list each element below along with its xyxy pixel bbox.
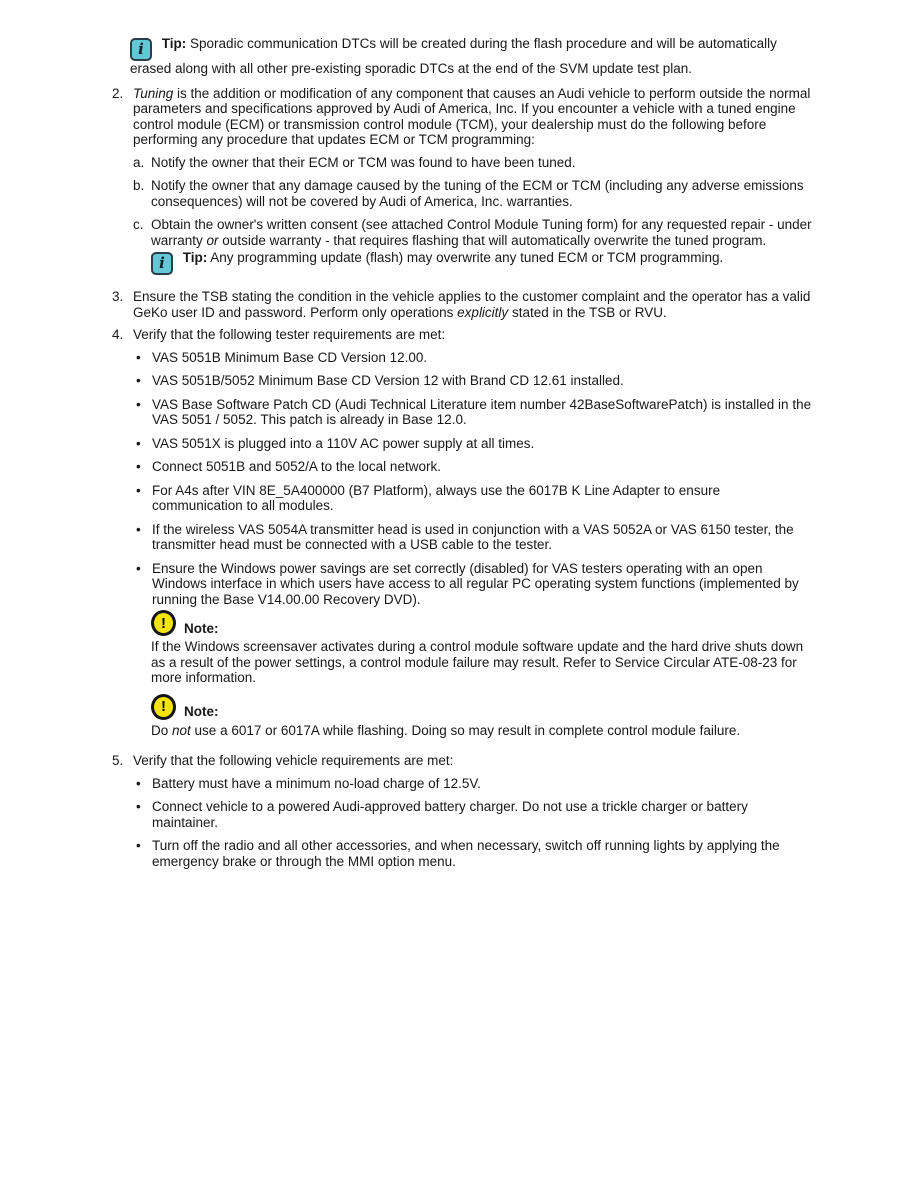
- sub-item-b: [133, 178, 814, 209]
- note-header: [151, 694, 814, 720]
- bullet-text: Turn off the radio and all other accessories, and when necessary, switch off running lights by applying the emergency brake or through the MMI option menu.: [152, 838, 780, 869]
- bullet-icon: •: [136, 775, 141, 791]
- bullet-icon: •: [136, 482, 141, 498]
- note2-pre: Do: [151, 722, 173, 738]
- info-glyph: i: [138, 40, 144, 58]
- sub-item-letter: b.: [133, 178, 145, 193]
- list-number: 2.: [112, 85, 124, 101]
- list-number: 5.: [112, 753, 124, 768]
- info-tip-icon: [130, 38, 152, 61]
- sub-item-c-italic: or: [206, 232, 219, 248]
- item2-paragraph: [133, 86, 814, 148]
- sub-item-letter: c.: [133, 217, 144, 232]
- bullet-icon: •: [136, 799, 141, 814]
- item2-text: is the addition or modification of any component that causes an Audi vehicle to perform outside the normal parameters and specifications approved by Audi of America, Inc. If you encounter a vehicle with a tuned engine control module (ECM) or transmission control module (TCM), your dealership must do the following before performing any procedure that updates ECM or TCM programming:: [133, 85, 811, 147]
- sub-item-a: [133, 155, 814, 171]
- bullet-text: Ensure the Windows power savings are set correctly (disabled) for VAS testers operating with an open Windows interface in which users have access to all regular PC operating system functions (implemented by running the Base V14.00.00 Recovery DVD).: [152, 560, 799, 607]
- sub-item-text: Notify the owner that any damage caused by the tuning of the ECM or TCM (including any adverse emissions consequences) will not be covered by Audi of America, Inc. warranties.: [151, 178, 804, 209]
- list-item-body: [133, 327, 814, 746]
- exclamation-glyph: !: [161, 614, 166, 632]
- note-text: [151, 723, 814, 739]
- sub-item-text: [151, 217, 814, 248]
- bullet-item: [136, 397, 814, 428]
- tip-text: Any programming update (flash) may overwrite any tuned ECM or TCM programming.: [210, 250, 724, 265]
- list-number: 3.: [112, 289, 124, 304]
- bullet-text: VAS 5051B/5052 Minimum Base CD Version 12 with Brand CD 12.61 installed.: [152, 373, 624, 388]
- tip-label: Tip:: [182, 250, 208, 265]
- sub-item-c-pre: Obtain the owner's written consent (see attached Control Module Tuning form) for any requested repair - under warranty: [151, 217, 812, 248]
- note-label: Note:: [184, 620, 219, 636]
- note-callout-1: [151, 610, 814, 686]
- note-label: Note:: [184, 704, 219, 719]
- item5-intro: Verify that the following vehicle requirements are met:: [133, 753, 454, 768]
- bullet-item: [136, 373, 814, 389]
- bullet-text: VAS Base Software Patch CD (Audi Technical Literature item number 42BaseSoftwarePatch) is installed in the VAS 5051 / 5052. This patch is already in Base 12.0.: [152, 396, 812, 427]
- list-item-body: [133, 753, 814, 877]
- bullet-icon: •: [136, 838, 141, 853]
- bullet-text: For A4s after VIN 8E_5A400000 (B7 Platform), always use the 6017B K Line Adapter to ensure communication to all modules.: [152, 482, 721, 513]
- tip-text: Sporadic communication DTCs will be created during the flash procedure and will be automatically erased along with all other pre-existing sporadic DTCs at the end of the SVM update test plan.: [130, 36, 777, 76]
- list-item-3: [112, 289, 814, 320]
- bullet-item: [136, 459, 814, 475]
- exclamation-glyph: !: [161, 698, 166, 715]
- info-glyph: i: [159, 254, 165, 272]
- bullet-icon: •: [136, 521, 141, 537]
- bullet-text: Connect 5051B and 5052/A to the local network.: [152, 459, 441, 474]
- list-item-5: [112, 753, 814, 877]
- note-text: If the Windows screensaver activates during a control module software update and the hard drive shuts down as a result of the power settings, a control module failure may result. Refer to Service Circular ATE-08-23 for more information.: [151, 639, 804, 685]
- bullet-icon: •: [136, 459, 141, 474]
- bullet-item: [136, 776, 814, 792]
- list-item-2: [112, 86, 814, 283]
- note-callout-2: [151, 694, 814, 739]
- list-item-body: [133, 86, 814, 283]
- list-number: 4.: [112, 327, 124, 342]
- info-tip-icon: [151, 252, 173, 275]
- tip-label: Tip:: [161, 36, 187, 51]
- note-header: [151, 610, 814, 636]
- item3-italic: explicitly: [457, 304, 509, 320]
- warning-note-icon: [151, 694, 176, 720]
- bullet-item: [136, 350, 814, 366]
- bullet-item: [136, 561, 814, 608]
- bullet-item: [136, 522, 814, 553]
- sub-item-c: [133, 217, 814, 248]
- sub-item-letter: a.: [133, 154, 145, 170]
- bullet-item: [136, 838, 814, 869]
- note2-post: use a 6017 or 6017A while flashing. Doing so may result in complete control module failure.: [190, 722, 741, 738]
- sub-item-c-post: outside warranty - that requires flashing that will automatically overwrite the tuned program.: [218, 232, 767, 248]
- sub-item-text: Notify the owner that their ECM or TCM was found to have been tuned.: [151, 154, 576, 170]
- tip-callout-1: [130, 36, 814, 77]
- item3-pre: Ensure the TSB stating the condition in the vehicle applies to the customer complaint and the operator has a valid GeKo user ID and password. Perform only operations: [133, 289, 811, 320]
- bullet-text: Battery must have a minimum no-load charge of 12.5V.: [152, 775, 481, 791]
- tip-callout-2: [151, 250, 814, 275]
- bullet-icon: •: [136, 373, 141, 388]
- item3-post: stated in the TSB or RVU.: [508, 304, 667, 320]
- bullet-text: If the wireless VAS 5054A transmitter head is used in conjunction with a VAS 5052A or VAS 6150 tester, the transmitter head must be connected with a USB cable to the tester.: [152, 521, 794, 552]
- bullet-icon: •: [136, 349, 141, 365]
- bullet-item: [136, 799, 814, 830]
- bullet-item: [136, 436, 814, 452]
- bullet-icon: •: [136, 560, 141, 576]
- warning-note-icon: [151, 610, 176, 636]
- item2-lead-italic: Tuning: [133, 85, 174, 101]
- bullet-icon: •: [136, 435, 141, 451]
- note2-italic: not: [172, 722, 191, 738]
- bullet-text: VAS 5051B Minimum Base CD Version 12.00.: [152, 349, 428, 365]
- bullet-text: VAS 5051X is plugged into a 110V AC power supply at all times.: [152, 435, 535, 451]
- item4-intro: Verify that the following tester requirements are met:: [133, 327, 446, 342]
- list-item-body: [133, 289, 814, 320]
- bullet-text: Connect vehicle to a powered Audi-approved battery charger. Do not use a trickle charger or battery maintainer.: [152, 799, 748, 830]
- list-item-4: [112, 327, 814, 746]
- bullet-item: [136, 483, 814, 514]
- bullet-icon: •: [136, 396, 141, 412]
